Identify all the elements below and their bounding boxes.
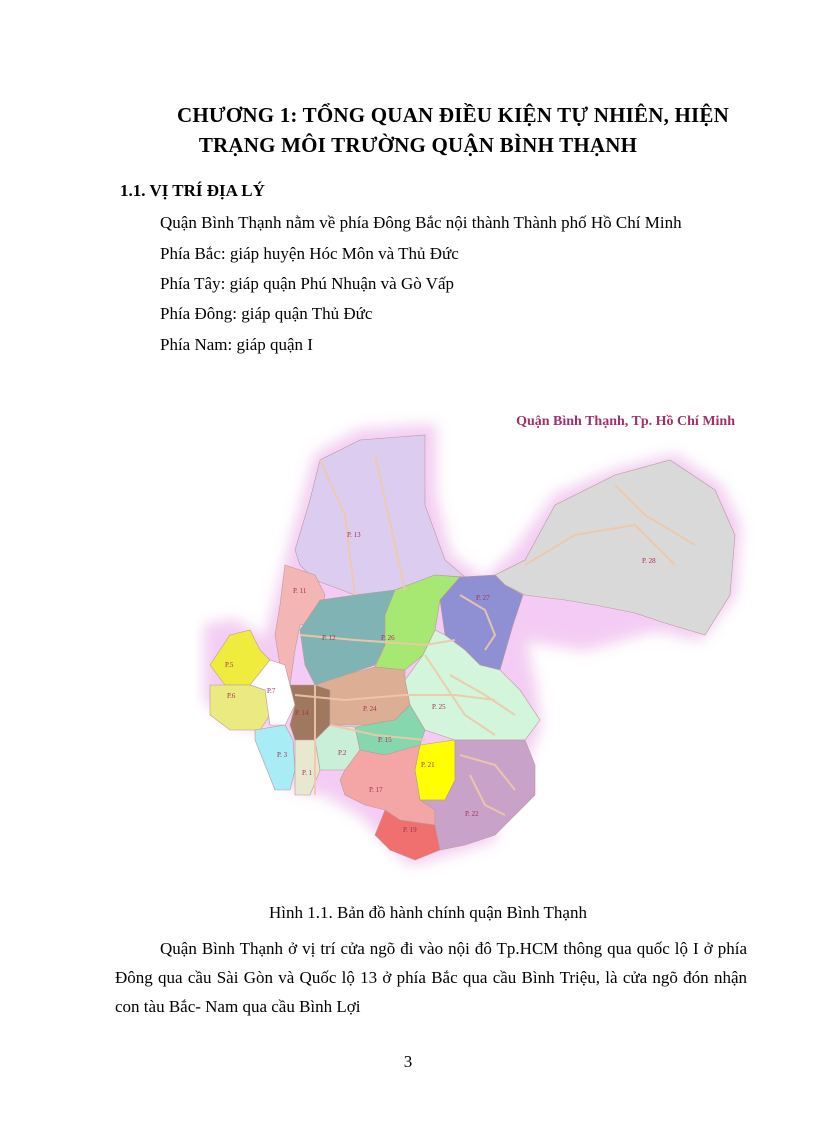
body-paragraph: Quận Bình Thạnh ở vị trí cửa ngõ đi vào nội đô Tp.HCM thông qua quốc lộ I ở phía Đông qua cầu Sài Gòn và Quốc lộ 13 ở phía Bắc qua cầu Bình Triệu, là cửa ngõ đón nhận con tàu Bắc- Nam qua cầu Bình Lợi xyxy=(115,939,747,1016)
figure-caption: Hình 1.1. Bản đồ hành chính quận Bình Thạnh xyxy=(269,903,587,922)
map-title: Quận Bình Thạnh, Tp. Hồ Chí Minh xyxy=(516,414,735,429)
label-p26: P. 26 xyxy=(381,634,395,642)
label-p3: P. 3 xyxy=(277,751,288,759)
chapter-title-line-2: TRẠNG MÔI TRƯỜNG QUẬN BÌNH THẠNH xyxy=(198,133,638,157)
label-p27: P. 27 xyxy=(476,594,490,602)
label-p28: P. 28 xyxy=(642,557,656,565)
label-p1: P. 1 xyxy=(302,769,313,777)
label-p7: P.7 xyxy=(267,687,276,695)
label-p21: P. 21 xyxy=(421,761,435,769)
chapter-title-line-1: CHƯƠNG 1: TỔNG QUAN ĐIỀU KIỆN TỰ NHIÊN, HIỆN xyxy=(177,103,729,127)
label-p17: P. 17 xyxy=(369,786,383,794)
west-border-line: Phía Tây: giáp quận Phú Nhuận và Gò Vấp xyxy=(160,274,454,293)
label-p2: P.2 xyxy=(338,749,347,757)
label-p19: P. 19 xyxy=(403,826,417,834)
label-p24: P. 24 xyxy=(363,705,377,713)
location-line: Quận Bình Thạnh nằm về phía Đông Bắc nội thành Thành phố Hồ Chí Minh xyxy=(160,213,682,232)
label-p14: P. 14 xyxy=(295,709,309,717)
section-heading: 1.1. VỊ TRÍ ĐỊA LÝ xyxy=(120,181,265,200)
label-p11: P. 11 xyxy=(293,587,307,595)
label-p6: P.6 xyxy=(227,692,236,700)
label-p5: P.5 xyxy=(225,661,234,669)
south-border-line: Phía Nam: giáp quận I xyxy=(160,335,313,354)
ward-shapes xyxy=(210,435,735,860)
district-map xyxy=(195,395,755,890)
label-p15: P. 15 xyxy=(378,736,392,744)
label-p22: P. 22 xyxy=(465,810,479,818)
ward-p3 xyxy=(255,725,295,790)
east-border-line: Phía Đông: giáp quận Thủ Đức xyxy=(160,304,373,323)
north-border-line: Phía Bắc: giáp huyện Hóc Môn và Thủ Đức xyxy=(160,244,459,263)
label-p13: P. 13 xyxy=(347,531,361,539)
ward-p21 xyxy=(415,740,455,800)
label-p25: P. 25 xyxy=(432,703,446,711)
label-p12: P. 12 xyxy=(322,634,336,642)
page-number: 3 xyxy=(403,1052,413,1071)
ward-p6 xyxy=(210,685,270,730)
